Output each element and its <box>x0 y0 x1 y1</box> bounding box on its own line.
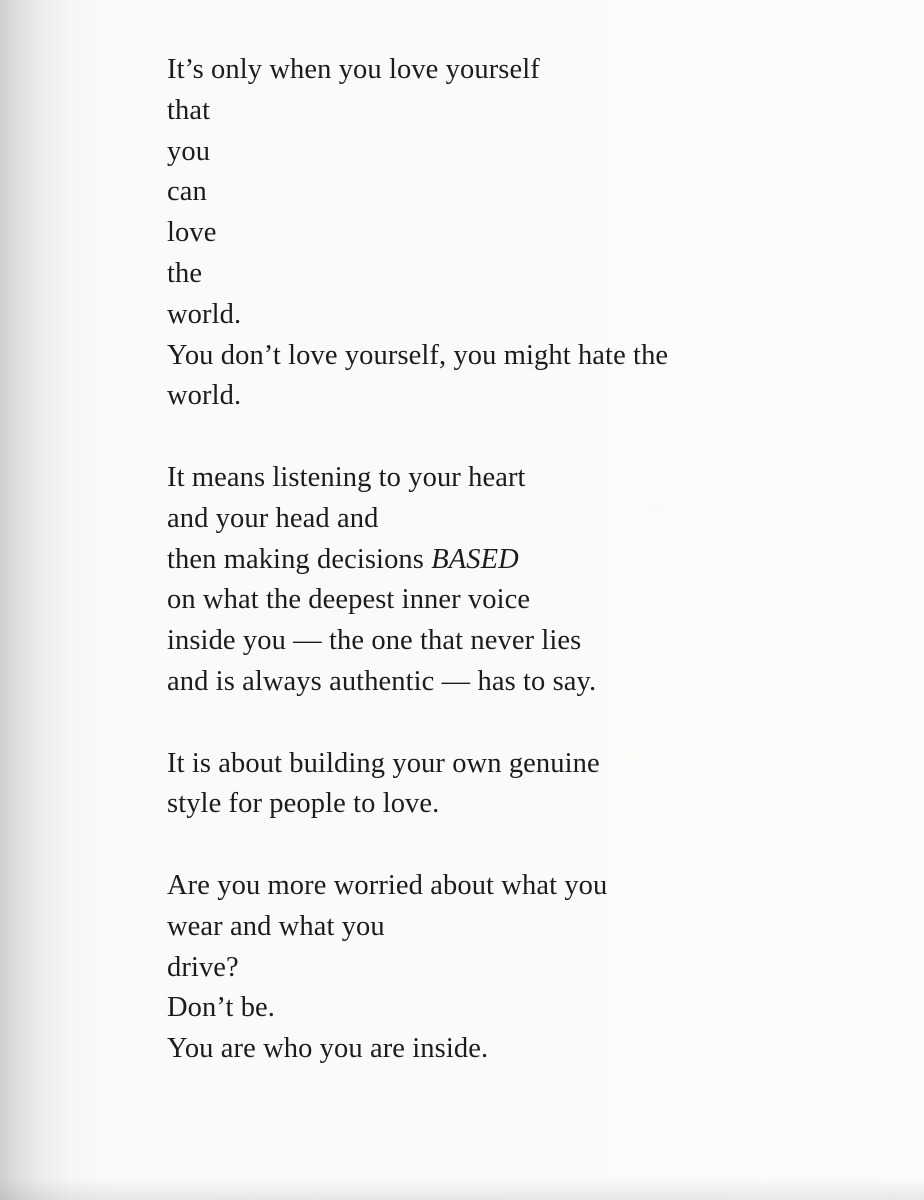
poem-line: world. <box>167 298 242 330</box>
poem-line: and is always authentic — has to say. <box>167 665 597 697</box>
stanza-break <box>167 417 887 458</box>
poem-line: You don’t love yourself, you might hate the <box>167 339 669 371</box>
poem-line: It means listening to your heart <box>167 461 526 493</box>
poem-line: Are you more worried about what you <box>167 869 608 901</box>
emphasized-word: BASED <box>431 543 519 575</box>
poem-line: You are who you are inside. <box>167 1033 489 1065</box>
poem-line: you <box>167 135 211 167</box>
poem-line: It is about building your own genuine <box>167 747 600 779</box>
page-bottom-edge <box>0 1178 924 1200</box>
poem-line: style for people to love. <box>167 788 440 820</box>
poem-line: Don’t be. <box>167 992 276 1024</box>
stanza-break <box>167 703 887 744</box>
poem-line: It’s only when you love yourself <box>167 54 540 85</box>
poem-line: wear and what you <box>167 910 385 942</box>
poem-line: and your head and <box>167 502 379 534</box>
poem-line: on what the deepest inner voice <box>167 584 531 616</box>
poem-line <box>167 540 887 581</box>
poem-line: drive? <box>167 951 239 983</box>
poem-text <box>167 50 887 1070</box>
poem-line: can <box>167 176 207 208</box>
poem-line-text: then making decisions <box>167 543 432 575</box>
stanza-break <box>167 825 887 866</box>
poem-line: inside you — the one that never lies <box>167 625 582 657</box>
poem-line: love <box>167 217 217 249</box>
poem-line: world. <box>167 380 242 412</box>
poem-line: the <box>167 257 203 289</box>
poem-line: that <box>167 94 211 126</box>
